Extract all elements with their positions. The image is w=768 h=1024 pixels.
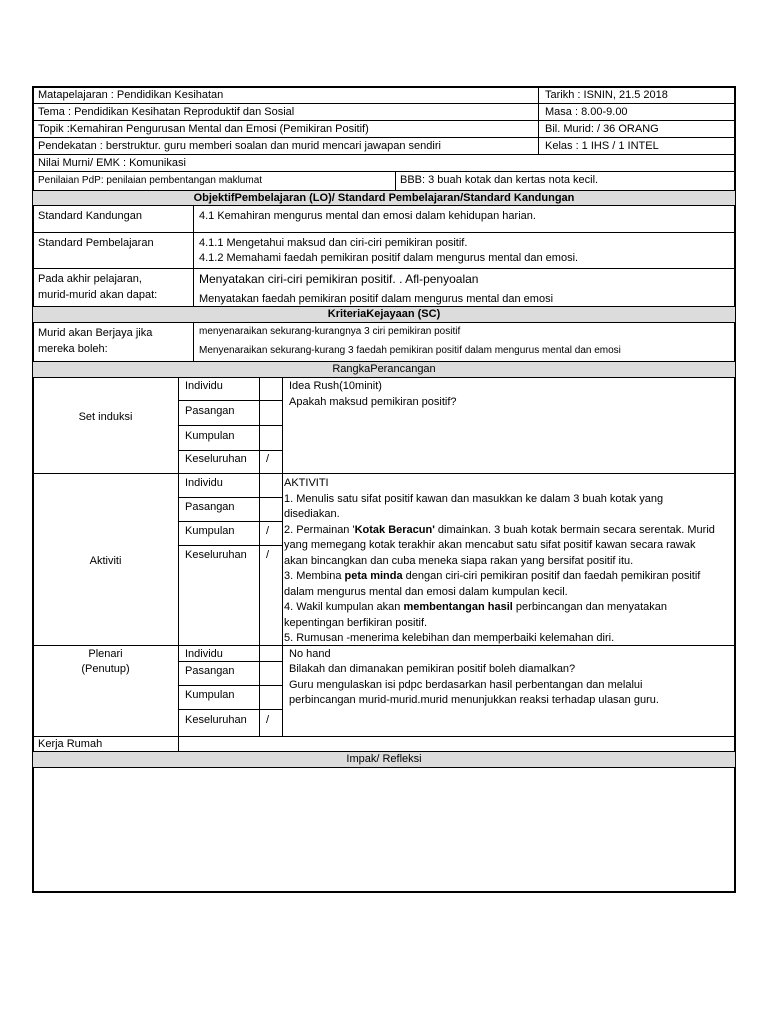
divider xyxy=(33,377,735,378)
aktiviti-item-2-cont-2: akan bincangkan dan cuba meneka siapa rakan yang bersifat positif itu. xyxy=(284,554,634,567)
end-of-lesson-line-2: Menyatakan faedah pemikiran positif dalam mengurus mental dan emosi xyxy=(199,293,554,305)
divider xyxy=(33,645,735,646)
divider xyxy=(179,709,283,710)
divider xyxy=(33,736,735,737)
plenari-line-2: Bilakah dan dimanakan pemikiran positif boleh diamalkan? xyxy=(289,663,576,675)
divider xyxy=(33,322,735,323)
subject-label: Matapelajaran : Pendidikan Kesihatan xyxy=(38,89,224,101)
divider xyxy=(178,377,179,751)
aktiviti-mode-pasangan: Pasangan xyxy=(185,501,235,513)
divider xyxy=(33,154,735,155)
divider xyxy=(179,400,283,401)
divider xyxy=(193,322,194,361)
set-induksi-mode-pasangan: Pasangan xyxy=(185,405,235,417)
plenari-mode-individu: Individu xyxy=(185,648,223,660)
success-heading: KriteriaKejayaan (SC) xyxy=(327,308,441,320)
plenari-line-4: perbincangan murid-murid.murid menunjukkan reaksi terhadap ulasan guru. xyxy=(289,694,659,706)
set-induksi-mode-kumpulan: Kumpulan xyxy=(185,430,235,442)
divider xyxy=(179,545,283,546)
divider xyxy=(33,137,735,138)
divider xyxy=(179,685,283,686)
objectives-heading: ObjektifPembelajaran (LO)/ Standard Pembelajaran/Standard Kandungan xyxy=(193,192,575,204)
divider xyxy=(193,205,194,306)
aktiviti-mode-kumpulan: Kumpulan xyxy=(185,525,235,537)
set-induksi-line-1: Idea Rush(10minit) xyxy=(289,380,382,392)
aktiviti-item-3: 3. Membina peta minda dengan ciri-ciri pemikiran positif dan faedah pemikiran positif xyxy=(284,570,701,582)
students-label: Bil. Murid: / 36 ORANG xyxy=(545,123,659,135)
topic-label: Topik :Kemahiran Pengurusan Mental dan Emosi (Pemikiran Positif) xyxy=(38,123,369,135)
success-line-1: menyenaraikan sekurang-kurangnya 3 ciri pemikiran positif xyxy=(199,326,461,337)
divider xyxy=(33,103,735,104)
plan-heading: RangkaPerancangan xyxy=(332,363,436,375)
standard-kandungan-value: 4.1 Kemahiran mengurus mental dan emosi dalam kehidupan harian. xyxy=(199,210,536,222)
standard-pembelajaran-line-2: 4.1.2 Memahami faedah pemikiran positif dalam mengurus mental dan emosi. xyxy=(199,252,579,264)
plenari-line-1: No hand xyxy=(289,648,331,660)
divider xyxy=(538,87,539,154)
approach-label: Pendekatan : berstruktur. guru memberi soalan dan murid mencari jawapan sendiri xyxy=(38,140,441,152)
divider xyxy=(179,497,283,498)
divider xyxy=(179,521,283,522)
aktiviti-mode-individu: Individu xyxy=(185,477,223,489)
plenari-mark-keseluruhan: / xyxy=(266,714,270,726)
success-line-2: Menyenaraikan sekurang-kurang 3 faedah pemikiran positif dalam mengurus mental dan emosi xyxy=(199,345,621,356)
set-induksi-mode-individu: Individu xyxy=(185,380,223,392)
plenari-mode-kumpulan: Kumpulan xyxy=(185,689,235,701)
time-label: Masa : 8.00-9.00 xyxy=(545,106,628,118)
aktiviti-mode-keseluruhan: Keseluruhan xyxy=(185,549,247,561)
homework-label: Kerja Rumah xyxy=(38,738,103,750)
divider xyxy=(179,425,283,426)
aktiviti-content xyxy=(284,476,734,647)
divider xyxy=(282,377,283,736)
standard-kandungan-label: Standard Kandungan xyxy=(38,210,142,222)
impact-heading: Impak/ Refleksi xyxy=(346,753,422,765)
aktiviti-item-4: 4. Wakil kumpulan akan membentangan hasil perbincangan dan menyatakan xyxy=(284,601,667,613)
aktiviti-item-5: 5. Rumusan -menerima kelebihan dan memperbaiki kelemahan diri. xyxy=(284,632,615,644)
theme-label: Tema : Pendidikan Kesihatan Reproduktif dan Sosial xyxy=(38,106,295,118)
aktiviti-mark-kumpulan: / xyxy=(266,525,270,537)
aktiviti-item-1: 1. Menulis satu sifat positif kawan dan masukkan ke dalam 3 buah kotak yang xyxy=(284,492,664,505)
standard-pembelajaran-line-1: 4.1.1 Mengetahui maksud dan ciri-ciri pemikiran positif. xyxy=(199,237,468,249)
divider xyxy=(33,205,735,206)
materials-label: BBB: 3 buah kotak dan kertas nota kecil. xyxy=(400,174,599,186)
aktiviti-item-1-cont: disediakan. xyxy=(284,508,340,520)
plenari-line-3: Guru mengulaskan isi pdpc berdasarkan hasil perbentangan dan melalui xyxy=(289,679,643,691)
divider xyxy=(259,377,260,736)
divider xyxy=(179,661,283,662)
divider xyxy=(33,268,735,269)
aktiviti-label: Aktiviti xyxy=(89,555,122,567)
end-of-lesson-label-1: Pada akhir pelajaran, xyxy=(38,273,142,285)
set-induksi-mode-keseluruhan: Keseluruhan xyxy=(185,453,247,465)
end-of-lesson-label-2: murid-murid akan dapat: xyxy=(38,289,158,301)
set-induksi-mark-keseluruhan: / xyxy=(266,453,270,465)
reflection-area[interactable] xyxy=(34,768,734,891)
divider xyxy=(33,473,735,474)
values-label: Nilai Murni/ EMK : Komunikasi xyxy=(38,157,186,169)
aktiviti-item-3-cont: dalam mengurus mental dan emosi dalam kumpulan kecil. xyxy=(284,585,568,598)
assessment-label: Penilaian PdP: penilaian pembentangan maklumat xyxy=(38,175,263,186)
success-label-1: Murid akan Berjaya jika xyxy=(38,327,153,339)
divider xyxy=(33,120,735,121)
divider xyxy=(179,450,283,451)
plenari-mode-pasangan: Pasangan xyxy=(185,665,235,677)
plenari-label-1: Plenari xyxy=(88,648,123,660)
aktiviti-heading: AKTIVITI xyxy=(284,477,329,489)
divider xyxy=(395,171,396,190)
aktiviti-item-4-cont: kepentingan berfikiran positif. xyxy=(284,616,428,629)
aktiviti-item-2: 2. Permainan 'Kotak Beracun' dimainkan. 3 buah kotak bermain secara serentak. Murid xyxy=(284,523,715,536)
success-label-2: mereka boleh: xyxy=(38,343,108,355)
class-label: Kelas : 1 IHS / 1 INTEL xyxy=(545,140,659,152)
aktiviti-mark-keseluruhan: / xyxy=(266,549,270,561)
set-induksi-line-2: Apakah maksud pemikiran positif? xyxy=(289,396,457,408)
aktiviti-item-2-cont-1: yang memegang kotak terakhir akan mencabut satu sifat positif kawan secara rawak xyxy=(284,539,696,551)
plenari-label-2: (Penutup) xyxy=(81,663,130,675)
plenari-mode-keseluruhan: Keseluruhan xyxy=(185,714,247,726)
standard-pembelajaran-label: Standard Pembelajaran xyxy=(38,237,154,249)
end-of-lesson-line-1: Menyatakan ciri-ciri pemikiran positif. . Afl-penyoalan xyxy=(199,272,479,286)
set-induksi-label: Set induksi xyxy=(78,411,133,423)
date-label: Tarikh : ISNIN, 21.5 2018 xyxy=(545,89,668,101)
divider xyxy=(33,232,735,233)
divider xyxy=(33,171,735,172)
